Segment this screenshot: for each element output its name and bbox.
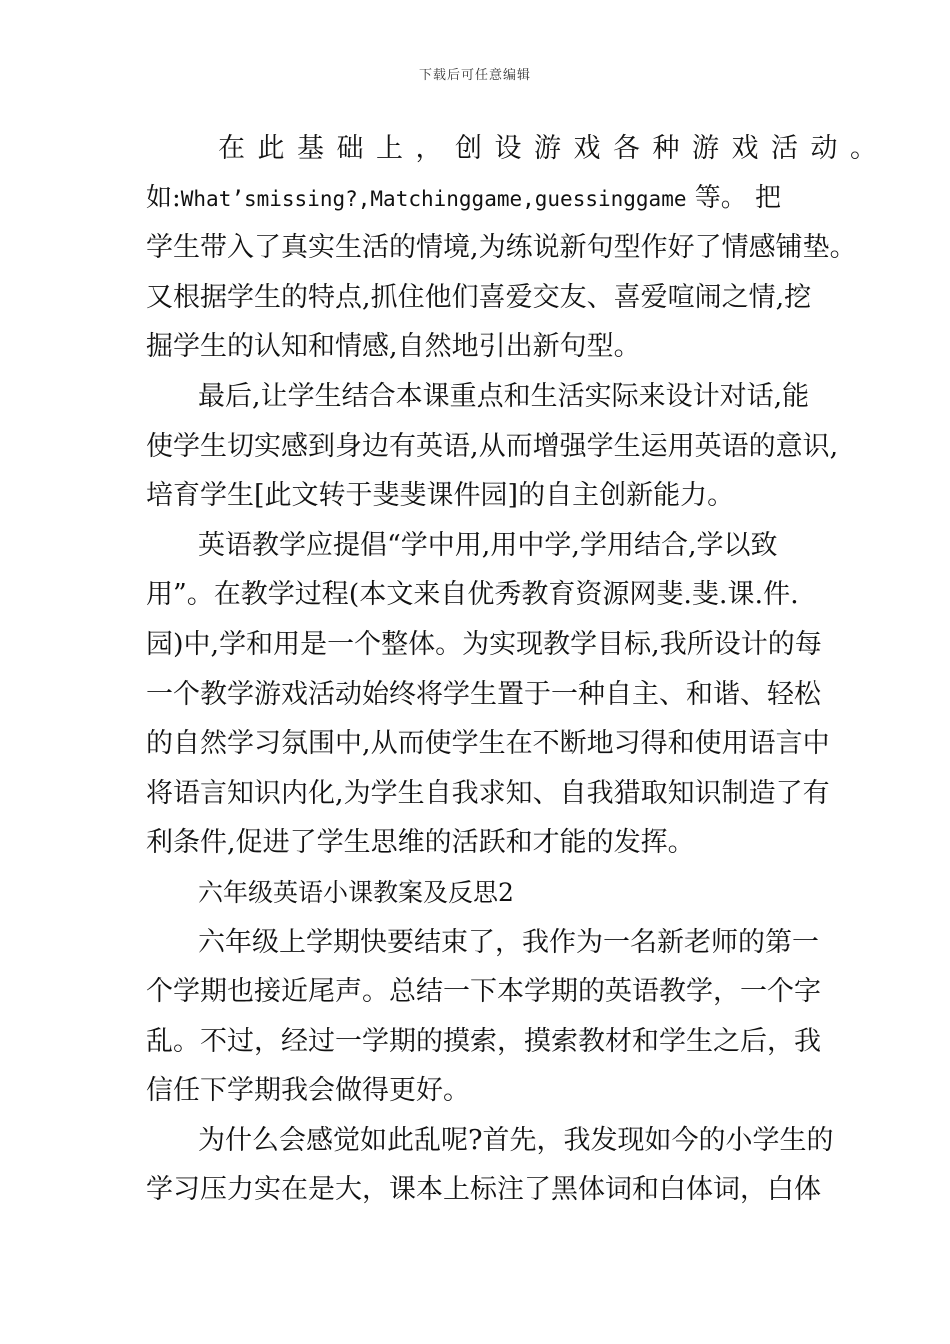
paragraph-line: 学生带入了真实生活的情境,为练说新句型作好了情感铺垫。 bbox=[146, 232, 857, 264]
paragraph-line bbox=[146, 174, 826, 224]
paragraph-line: 在此基础上，创设游戏各种游戏活动。 bbox=[218, 133, 890, 164]
paragraph-line: 英语教学应提倡“学中用,用中学,学用结合,学以致 bbox=[198, 529, 778, 561]
paragraph-line: 用”。在教学过程(本文来自优秀教育资源网斐.斐.课.件. bbox=[146, 579, 799, 611]
paragraph-line: 六年级上学期快要结束了，我作为一名新老师的第一 bbox=[198, 926, 819, 958]
paragraph-line: 为什么会感觉如此乱呢?首先，我发现如今的小学生的 bbox=[198, 1124, 834, 1156]
paragraph-line: 最后,让学生结合本课重点和生活实际来设计对话,能 bbox=[198, 380, 810, 412]
paragraph-line: 个学期也接近尾声。总结一下本学期的英语教学，一个字 bbox=[146, 976, 821, 1008]
line-text: 如: bbox=[146, 182, 181, 213]
document-body bbox=[146, 124, 890, 1215]
paragraph-line: 乱。不过，经过一学期的摸索，摸索教材和学生之后，我 bbox=[146, 1025, 821, 1057]
paragraph-line: 将语言知识内化,为学生自我求知、自我猎取知识制造了有 bbox=[146, 777, 830, 809]
paragraph-line: 培育学生[此文转于斐斐课件园]的自主创新能力。 bbox=[146, 480, 735, 512]
page-header: 下载后可任意编辑 bbox=[418, 68, 531, 83]
line-text: 等。 把 bbox=[686, 182, 782, 213]
paragraph-line: 利条件,促进了学生思维的活跃和才能的发挥。 bbox=[146, 827, 695, 859]
paragraph-line: 学习压力实在是大，课本上标注了黑体词和白体词，白体 bbox=[146, 1174, 821, 1206]
section-heading: 六年级英语小课教案及反思2 bbox=[198, 877, 514, 907]
paragraph-line: 掘学生的认知和情感,自然地引出新句型。 bbox=[146, 331, 641, 363]
paragraph-line: 一个教学游戏活动始终将学生置于一种自主、和谐、轻松 bbox=[146, 678, 821, 710]
paragraph-line: 使学生切实感到身边有英语,从而增强学生运用英语的意识, bbox=[146, 430, 839, 462]
paragraph-line: 的自然学习氛围中,从而使学生在不断地习得和使用语言中 bbox=[146, 728, 830, 760]
line-text-latin: What’smissing?,Matchinggame,guessinggame bbox=[180, 186, 687, 211]
paragraph-line: 又根据学生的特点,抓住他们喜爱交友、喜爱喧闹之情,挖 bbox=[146, 281, 812, 313]
paragraph-line: 信任下学期我会做得更好。 bbox=[146, 1075, 470, 1107]
paragraph-line: 园)中,学和用是一个整体。为实现教学目标,我所设计的每 bbox=[146, 628, 822, 660]
